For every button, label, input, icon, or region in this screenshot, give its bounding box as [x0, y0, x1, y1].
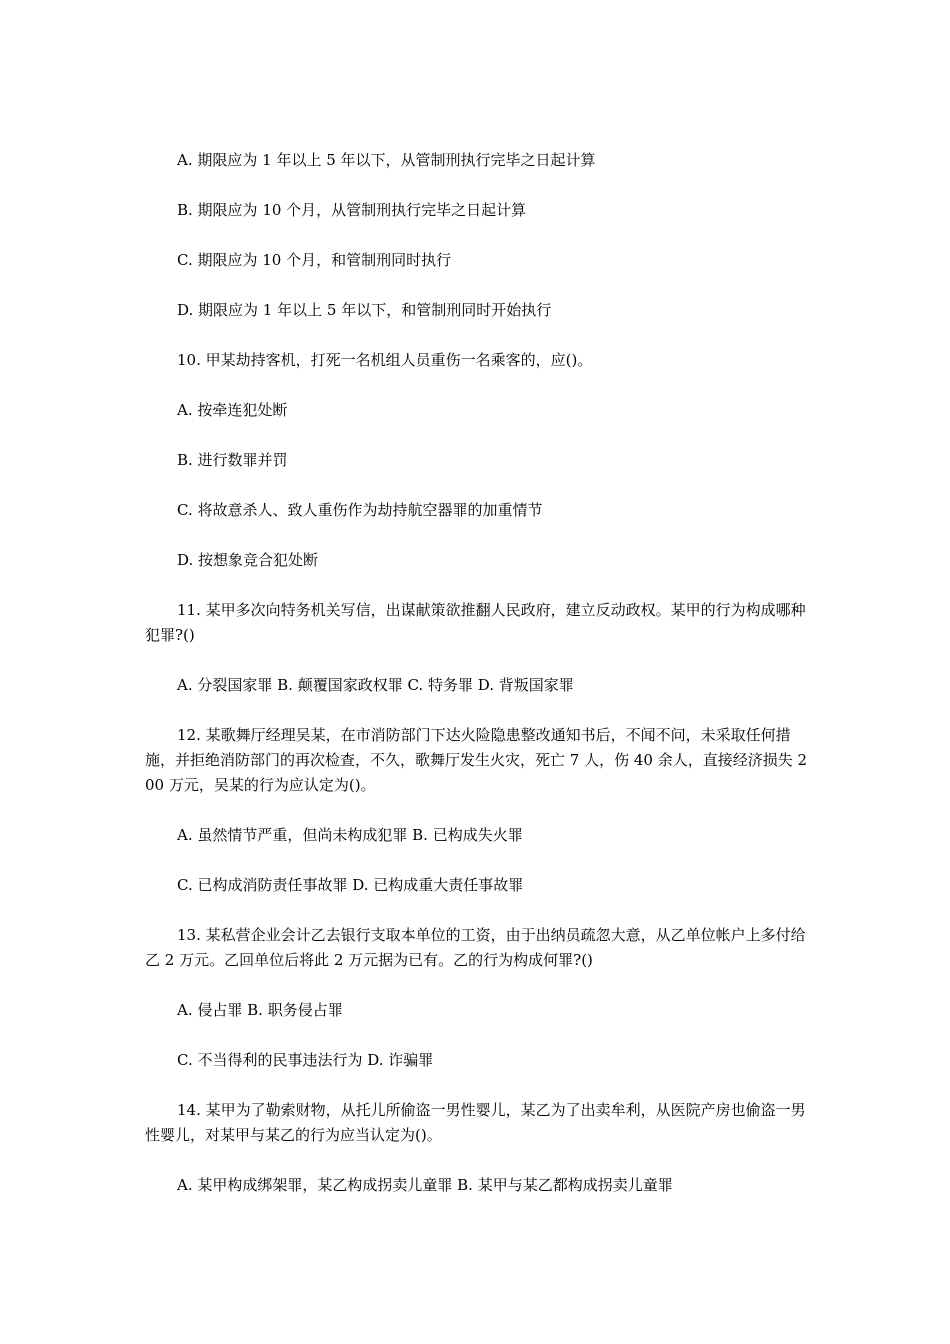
option-b-q10: B. 进行数罪并罚 — [177, 451, 288, 469]
option-c-q9: C. 期限应为 10 个月，和管制刑同时执行 — [177, 251, 452, 269]
option-b-q9: B. 期限应为 10 个月，从管制刑执行完毕之日起计算 — [177, 201, 527, 219]
option-c-q10: C. 将故意杀人、致人重伤作为劫持航空器罪的加重情节 — [177, 501, 543, 519]
question-14: 14. 某甲为了勒索财物，从托儿所偷盗一男性婴儿，某乙为了出卖牟利，从医院产房也偷盗一男性婴儿，对某甲与某乙的行为应当认定为()。 — [145, 1101, 806, 1144]
document-page — [145, 148, 810, 1223]
options-ab-q12: A. 虽然情节严重，但尚未构成犯罪 B. 已构成失火罪 — [177, 826, 523, 844]
option-d-q9: D. 期限应为 1 年以上 5 年以下，和管制刑同时开始执行 — [177, 301, 552, 319]
options-cd-q12: C. 已构成消防责任事故罪 D. 已构成重大责任事故罪 — [177, 876, 524, 894]
options-ab-q13: A. 侵占罪 B. 职务侵占罪 — [177, 1001, 343, 1019]
question-12: 12. 某歌舞厅经理吴某，在市消防部门下达火险隐患整改通知书后，不闻不问，未采取任何措施，并拒绝消防部门的再次检查，不久，歌舞厅发生火灾，死亡 7 人，伤 40 余人，直接经济损失 200 万元，吴某的行为应认定为()。 — [145, 726, 808, 794]
options-q11: A. 分裂国家罪 B. 颠覆国家政权罪 C. 特务罪 D. 背叛国家罪 — [177, 676, 574, 694]
question-13: 13. 某私营企业会计乙去银行支取本单位的工资，由于出纳员疏忽大意，从乙单位帐户上多付给乙 2 万元。乙回单位后将此 2 万元据为已有。乙的行为构成何罪?() — [145, 926, 806, 969]
option-a-q9: A. 期限应为 1 年以上 5 年以下，从管制刑执行完毕之日起计算 — [177, 151, 596, 169]
question-11: 11. 某甲多次向特务机关写信，出谋献策欲推翻人民政府，建立反动政权。某甲的行为构成哪种犯罪?() — [145, 601, 806, 644]
options-ab-q14: A. 某甲构成绑架罪，某乙构成拐卖儿童罪 B. 某甲与某乙都构成拐卖儿童罪 — [177, 1176, 673, 1194]
option-d-q10: D. 按想象竞合犯处断 — [177, 551, 319, 569]
options-cd-q13: C. 不当得利的民事违法行为 D. 诈骗罪 — [177, 1051, 434, 1069]
question-10: 10. 甲某劫持客机，打死一名机组人员重伤一名乘客的，应()。 — [177, 351, 593, 369]
option-a-q10: A. 按牵连犯处断 — [177, 401, 288, 419]
